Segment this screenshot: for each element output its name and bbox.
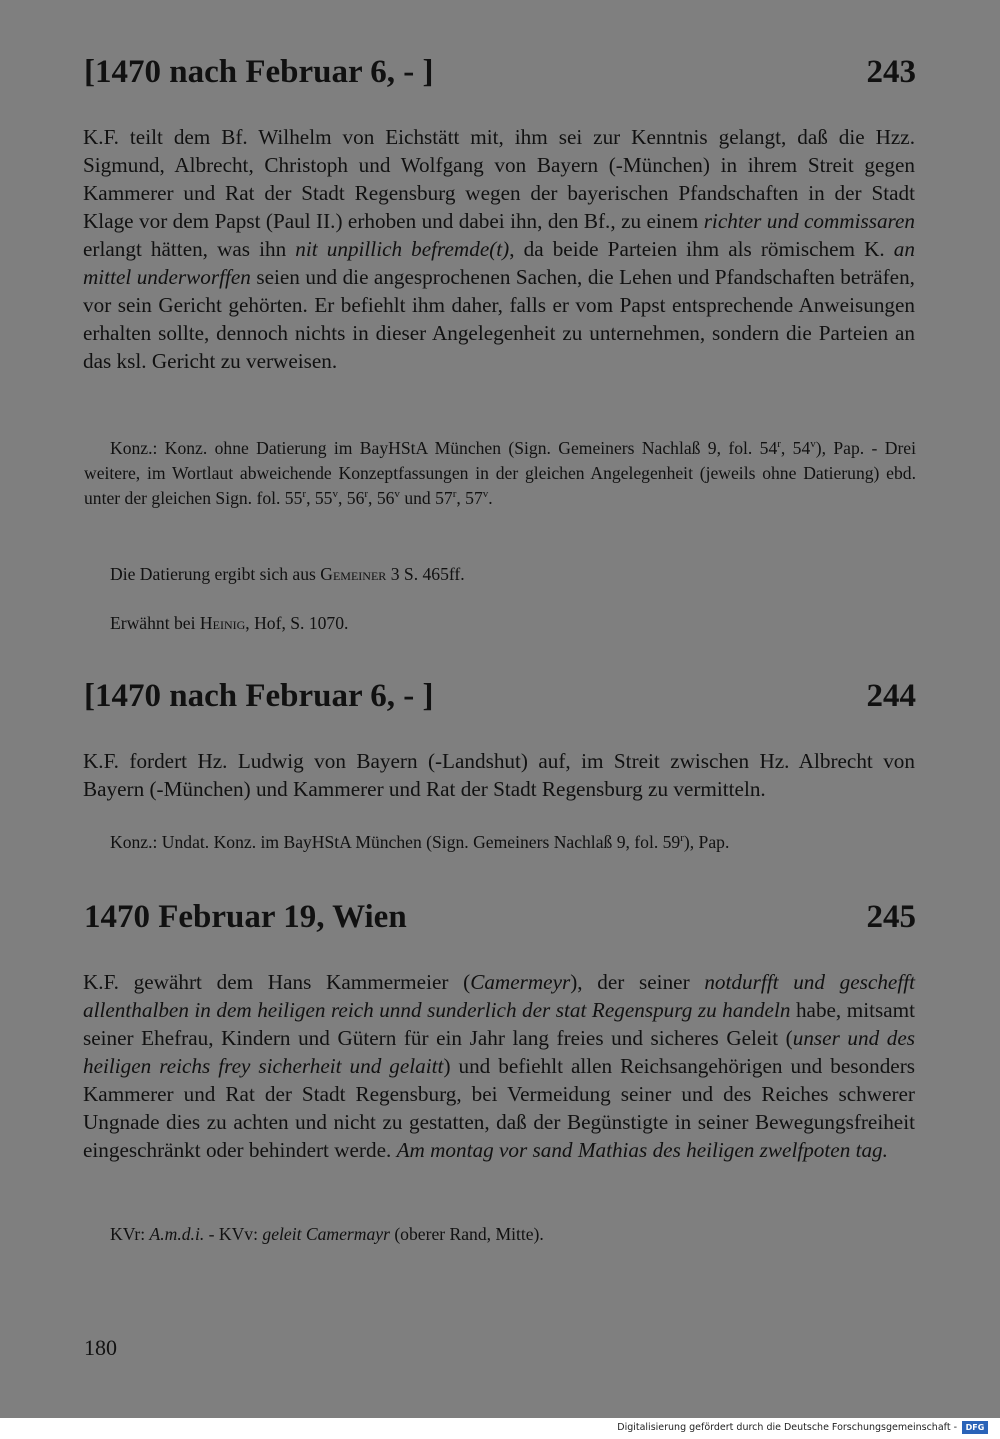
quote-italic: an mittel underworffen xyxy=(83,237,915,289)
text-run: (oberer Rand, Mitte). xyxy=(389,1224,544,1244)
text-run: , 54 xyxy=(780,438,811,458)
text-run: K.F. teilt dem Bf. Wilhelm von Eichstätt mit, ihm sei zur Kenntnis gelangt, daß die Hzz. Sigmund, Albrecht, Christoph und Wolfgang von Bayern (-München) in ihrem Streit gegen Kammerer und Rat der Stadt Regensburg wegen der bayerischen Pfandschaften in der Stadt Klage vor dem Papst (Paul II.) erhoben und dabei ihn, den Bf., zu einem xyxy=(83,125,915,233)
mention-note xyxy=(84,611,916,636)
quote-italic: notdurfft und geschefft allenthalben in dem heiligen reich unnd sunderlich der stat Regenspurg zu handeln xyxy=(83,970,915,1022)
folio-sup: v xyxy=(810,438,816,451)
author-smallcaps: Heinig xyxy=(199,613,246,633)
folio-sup: r xyxy=(302,488,307,501)
text-run: Die Datierung ergibt sich aus xyxy=(110,564,321,584)
source-note xyxy=(84,436,916,511)
entry-date: [1470 nach Februar 6, - ] xyxy=(84,678,434,714)
entry-text: K.F. fordert Hz. Ludwig von Bayern (-Landshut) auf, im Streit zwischen Hz. Albrecht von Bayern (-München) und Kammerer und Rat der Stadt Regensburg zu vermitteln. xyxy=(83,749,915,801)
text-run: ) und befiehlt allen Reichsangehörigen und besonders Kammerer und Rat der Stadt Regensburg, bei Vermeidung seiner und des Reiches schwerer Ungnade dies zu achten und nicht zu gestatten, daß der Begünstigte in seiner Bewegungsfreiheit eingeschränkt oder behindert werde. xyxy=(83,1054,915,1162)
page-number: 180 xyxy=(84,1335,117,1360)
text-run: K.F. gewährt dem Hans Kammermeier ( xyxy=(83,970,471,994)
text-run: 3 S. 465ff. xyxy=(386,564,465,584)
footer-credit: Digitalisierung gefördert durch die Deutsche Forschungsgemeinschaft - xyxy=(617,1422,957,1433)
text-run: . xyxy=(488,488,493,508)
text-run: habe, mitsamt seiner Ehefrau, Kindern und Gütern für ein Jahr lang freies und sicheres Geleit ( xyxy=(83,998,916,1050)
quote-italic: Camermeyr xyxy=(470,970,571,994)
source-note xyxy=(84,830,916,855)
dfg-logo-icon: DFG xyxy=(962,1421,988,1434)
folio-sup: r xyxy=(452,488,457,501)
text-run: - KVv: xyxy=(204,1224,263,1244)
folio-sup: v xyxy=(332,488,338,501)
folio-sup: v xyxy=(394,488,400,501)
entry-number: 244 xyxy=(866,678,916,714)
text-run: und 57 xyxy=(399,488,453,508)
folio-sup: r xyxy=(777,438,781,451)
text-run: , 56 xyxy=(368,488,395,508)
quote-italic: Am montag vor sand Mathias des heiligen zwelfpoten tag. xyxy=(396,1138,888,1162)
entry-text xyxy=(83,968,915,1164)
folio-sup: r xyxy=(364,488,369,501)
text-run: ), Pap. - Drei weitere, im Wortlaut abweichende Konzeptfassungen in der gleichen Angelegenheit (jeweils ohne Datierung) ebd. unter der gleichen Sign. fol. 55 xyxy=(84,438,917,508)
folio-sup: r xyxy=(680,832,684,845)
text-run: , da beide Parteien ihm als römischem K. xyxy=(509,237,894,261)
text-run: KVr: xyxy=(110,1224,150,1244)
entry-heading xyxy=(84,897,916,937)
text-run: Erwähnt bei xyxy=(110,613,200,633)
entry-date: [1470 nach Februar 6, - ] xyxy=(84,54,434,90)
text-run: Konz.: Konz. ohne Datierung im BayHStA München (Sign. Gemeiners Nachlaß 9, fol. 54 xyxy=(110,438,778,458)
text-run: ), Pap. xyxy=(683,832,730,852)
text-run: , 55 xyxy=(306,488,333,508)
dating-note xyxy=(84,562,916,587)
footer-bar xyxy=(0,1418,1000,1439)
text-run: ), der seiner xyxy=(570,970,705,994)
entry-heading xyxy=(84,676,916,716)
folio-sup: v xyxy=(482,488,489,501)
entry-text xyxy=(83,123,915,375)
entry-number: 243 xyxy=(866,54,916,90)
entry-heading xyxy=(84,52,916,92)
text-run: erlangt hätten, was ihn xyxy=(83,237,296,261)
text-run: , Hof, S. 1070. xyxy=(245,613,349,633)
text-run: seien und die angesprochenen Sachen, die Lehen und Pfandschaften beträfen, vor sein Gericht gehörten. Er befiehlt ihm daher, falls er vom Papst entsprechende Anweisungen erhalten sollte, dennoch nichts in dieser Angelegenheit zu unternehmen, sondern die Parteien an das ksl. Gericht zu verweisen. xyxy=(83,265,915,373)
entry-number: 245 xyxy=(866,899,916,935)
text-run: , 56 xyxy=(337,488,365,508)
author-smallcaps: Gemeiner xyxy=(320,564,387,584)
quote-italic: nit unpillich befremde(t) xyxy=(295,237,510,261)
quote-italic: unser und des heiligen reichs frey sicherheit und gelaitt xyxy=(83,1026,915,1078)
text-run: Konz.: Undat. Konz. im BayHStA München (Sign. Gemeiners Nachlaß 9, fol. 59 xyxy=(110,832,681,852)
quote-italic: geleit Camermayr xyxy=(262,1224,390,1244)
quote-italic: richter und commissaren xyxy=(703,209,915,233)
endorsement-note xyxy=(84,1222,916,1247)
quote-italic: A.m.d.i. xyxy=(149,1224,205,1244)
entry-date: 1470 Februar 19, Wien xyxy=(84,899,407,935)
text-run: , 57 xyxy=(456,488,483,508)
